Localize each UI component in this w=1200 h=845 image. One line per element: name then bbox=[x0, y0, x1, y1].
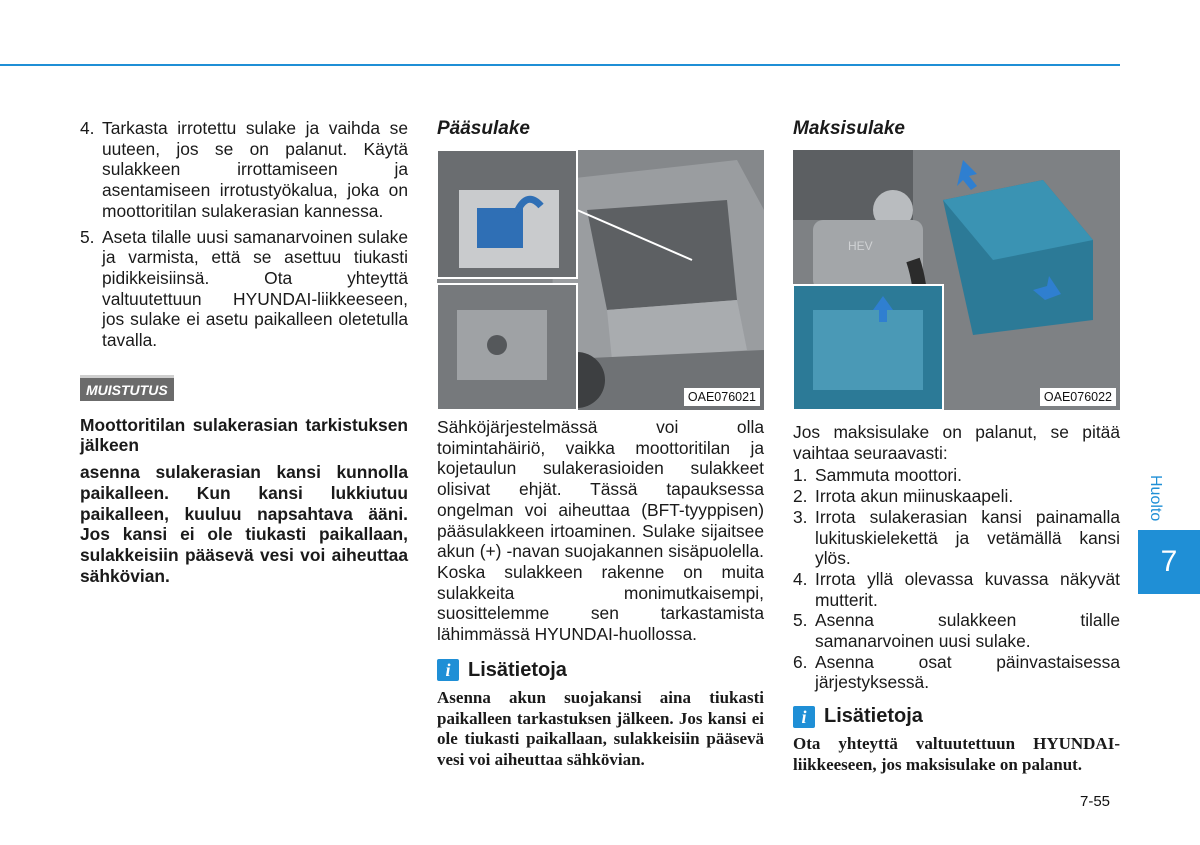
info-title: Lisätietoja bbox=[468, 658, 567, 681]
note-box bbox=[80, 375, 408, 587]
figure-maxi-fuse bbox=[793, 150, 1120, 410]
step-number: 3. bbox=[793, 506, 808, 527]
step-number: 2. bbox=[793, 486, 808, 507]
steps-list bbox=[793, 465, 1120, 693]
engine-bay-illustration bbox=[793, 150, 1120, 410]
info-heading bbox=[437, 659, 764, 682]
step-number: 4. bbox=[793, 568, 808, 589]
list-item bbox=[80, 118, 408, 222]
step-text: Sammuta moottori. bbox=[815, 465, 962, 486]
note-body: asenna sulakerasian kansi kunnolla paikalleen. Kun kansi lukkiutuu paikalleen, kuuluu napsahtava ääni. Jos kansi ei ole tiukasti paikallaan, sulakkeisiin pääsevä vesi voi aiheuttaa sähkövian. bbox=[80, 462, 408, 586]
step-text: Asenna sulakkeen tilalle samanarvoinen uusi sulake. bbox=[815, 610, 1120, 652]
step-number: 6. bbox=[793, 651, 808, 672]
info-heading bbox=[793, 705, 1120, 728]
step-number: 1. bbox=[793, 465, 808, 486]
info-icon: i bbox=[437, 659, 459, 681]
engine-cover-text: HEV bbox=[848, 239, 873, 253]
chapter-side-label: Huolto bbox=[1147, 475, 1164, 522]
info-body: Asenna akun suojakansi aina tiukasti paikalleen tarkastuksen jälkeen. Jos kansi ei ole tiukasti paikallaan, sulakkeisiin pääsevä vesi voi aiheuttaa sähkövian. bbox=[437, 687, 764, 770]
list-item bbox=[793, 465, 1120, 486]
top-rule bbox=[0, 64, 1120, 66]
chapter-number-box: 7 bbox=[1138, 530, 1200, 594]
info-title: Lisätietoja bbox=[824, 705, 923, 728]
figure-code: OAE076021 bbox=[684, 388, 760, 406]
page-number: 7-55 bbox=[1080, 793, 1111, 810]
step-text: Aseta tilalle uusi samanarvoinen sulake ja varmista, että se asettuu tiukasti pidikkeisiinsä. Ota yhteyttä valtuutettuun HYUNDAI-liikkeeseen, jos sulake ei asetu paikalleen oletetulla tavalla. bbox=[102, 226, 408, 351]
column-3 bbox=[793, 118, 1120, 776]
list-item bbox=[793, 610, 1120, 651]
column-2 bbox=[437, 118, 764, 771]
step-number: 5. bbox=[80, 226, 95, 247]
list-item bbox=[793, 652, 1120, 693]
step-number: 4. bbox=[80, 118, 95, 138]
body-text: Sähköjärjestelmässä voi olla toimintahäiriö, vaikka moottoritilan ja kojetaulun sulakerasioiden sulakkeet olisivat ehjät. Tässä tapauksessa ongelman voi aiheuttaa (BFT-tyyppisen) pääsulakkeen irtoaminen. Sulake sijaitsee akun (+) -navan suojakannen sisäpuolella. Koska sulakkeen rakenne on muita sulakkeita monimutkaisempi, suosittelemme sen tarkastamista lähimmässä HYUNDAI-huollossa. bbox=[437, 417, 764, 645]
note-tag: MUISTUTUS bbox=[80, 375, 174, 401]
info-icon: i bbox=[793, 706, 815, 728]
column-1 bbox=[80, 118, 408, 586]
note-title: Moottoritilan sulakerasian tarkistuksen jälkeen bbox=[80, 414, 408, 456]
step-text: Irrota sulakerasian kansi painamalla lukituskielekettä ja vetämällä kansi ylös. bbox=[815, 506, 1120, 569]
list-item bbox=[80, 227, 408, 351]
section-title: Pääsulake bbox=[437, 118, 530, 139]
section-title: Maksisulake bbox=[793, 118, 905, 139]
list-item bbox=[793, 486, 1120, 507]
info-body: Ota yhteyttä valtuutettuun HYUNDAI-liikkeeseen, jos maksisulake on palanut. bbox=[793, 734, 1120, 774]
step-number: 5. bbox=[793, 610, 808, 631]
step-text: Irrota akun miinuskaapeli. bbox=[815, 486, 1014, 507]
figure-main-fuse bbox=[437, 150, 764, 410]
step-text: Irrota yllä olevassa kuvassa näkyvät mutterit. bbox=[815, 568, 1120, 610]
list-item bbox=[793, 569, 1120, 610]
car-trunk-illustration bbox=[437, 150, 764, 410]
step-text: Tarkasta irrotettu sulake ja vaihda se uuteen, jos se on palanut. Käytä sulakkeen irrottamiseen ja asentamiseen irrotustyökalua, joka on moottoritilan sulakerasian kannessa. bbox=[102, 118, 408, 221]
intro-text: Jos maksisulake on palanut, se pitää vaihtaa seuraavasti: bbox=[793, 422, 1120, 463]
step-text: Asenna osat päinvastaisessa järjestyksessä. bbox=[815, 651, 1120, 693]
list-item bbox=[793, 507, 1120, 569]
figure-code: OAE076022 bbox=[1040, 388, 1116, 406]
